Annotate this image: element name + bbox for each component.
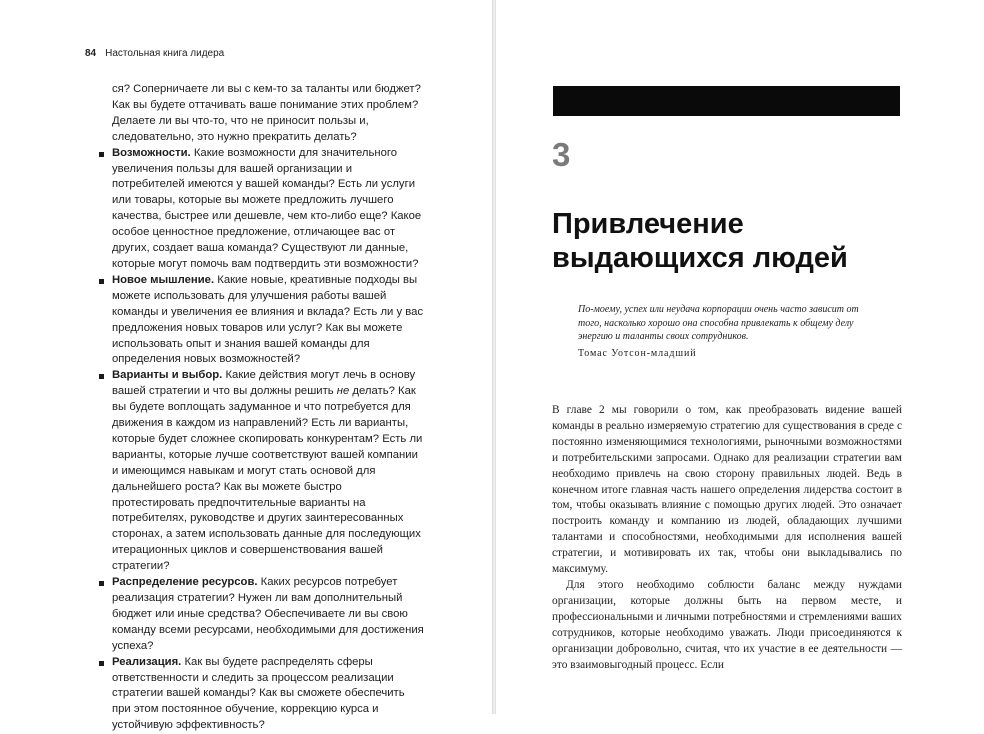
item-text: Как вы будете распределять сферы ответственности и следить за процессом реализации стратегии вашей команды? Как вы сможете обеспечить при этом постоянное обучение, коррекцию курса и устойчивую эффективность? [112, 655, 405, 732]
bullet-icon [99, 152, 104, 157]
item-text: делать? Как вы будете воплощать задуманное и что потребуется для движения в каждом из направлений? Есть ли варианты, которые будет сложнее скопировать конкурентам? Есть ли варианты, которые лучше соответствуют вашей компании и имеющимся навыкам и могут стать основой для дальнейшего роста? Как вы можете быстро протестировать предпочтительные варианты на потребителях, руководстве и других заинтересованных сторонах, а затем использовать данные для последующих итерационных циклов и совершенствования вашей стратегии? [112, 385, 423, 573]
item-text: Какие действия могут лечь в основу вашей стратегии и что вы должны решить [112, 369, 416, 398]
bullet-icon [99, 374, 104, 379]
bullet-icon [99, 661, 104, 666]
item-text: Каких ресурсов потребует реализация стратегии? Нужен ли вам дополнительный бюджет или иные средства? Обеспечиваете ли вы свою команду всеми ресурсами, необходимыми для достижения успеха? [112, 576, 424, 652]
book-title: Настольная книга лидера [105, 48, 225, 59]
page-number: 84 [85, 48, 97, 59]
list-item-implementation [85, 655, 425, 734]
chapter-title [552, 207, 848, 275]
bullet-icon [99, 581, 104, 586]
item-term: Распределение ресурсов. [112, 576, 258, 589]
item-text: Какие новые, креативные подходы вы можете использовать для улучшения работы вашей команды и увеличения ее влияния и вклада? Есть ли у вас предложения новых товаров или услуг? Как вы можете использовать опыт и знания вашей команды для определения новых возможностей? [112, 273, 424, 366]
intro-paragraph: ся? Соперничаете ли вы с кем-то за таланты или бюджет? Как вы будете оттачивать ваше понимание этих проблем? Делаете ли вы что-то, что не приносит пользы и, следовательно, это нужно прекратить делать? [112, 83, 421, 143]
list-item-new-thinking [85, 273, 425, 368]
left-page-text [85, 82, 425, 734]
epigraph-quote: По-моему, успех или неудача корпорации очень часто зависит от того, насколько хорошо она способна привлекать к общему делу энергию и таланты своих сотрудников. [578, 304, 859, 343]
item-term: Варианты и выбор. [112, 369, 223, 382]
list-item-options [85, 368, 425, 575]
running-head [85, 48, 224, 59]
chapter-title-line: выдающихся людей [552, 242, 848, 274]
body-paragraph: В главе 2 мы говорили о том, как преобразовать видение вашей команды в реально измеряемую стратегию для существования в среде с постоянно изменяющимися технологиями, рыночными возможностями и потребительскими запросами. Однако для реализации стратегии вам необходимо привлечь на свою сторону правильных людей. Ведь в конечном итоге главная часть нашего определения лидерства состоит в том, чтобы оказывать влияние с помощью других людей. Это означает построить команду и компанию из людей, обладающих лучшими талантами и способностями, необходимыми для исполнения вашей стратегии, и мотивировать их так, чтобы они выкладывались по максимуму. [552, 404, 902, 576]
chapter-header-bar [553, 86, 900, 116]
item-term: Реализация. [112, 655, 182, 668]
item-term: Новое мышление. [112, 273, 215, 286]
body-paragraph: Для этого необходимо соблюсти баланс между нуждами организации, которые должны быть на первом месте, и профессиональными и личными потребностями и стремлениями ваших сотрудников, которые необходимо уважать. Люди присоединяются к организации добровольно, считая, что их участие в ее деятельности — это взаимовыгодный процесс. Если [552, 578, 902, 671]
item-text: Какие возможности для значительного увеличения пользы для вашей организации и потребителей имеются у вашей команды? Есть ли услуги или товары, которые вы можете предложить лучшего качества, быстрее или дешевле, чем кто-либо еще? Какое особое ценностное предложение, отличающее вас от других, создает ваша команда? Существуют ли данные, которые могут помочь вам подтвердить эти возможности? [112, 146, 422, 270]
chapter-title-line: Привлечение [552, 208, 744, 240]
chapter-body [552, 403, 902, 673]
bullet-icon [99, 279, 104, 284]
chapter-number: 3 [552, 136, 571, 173]
epigraph-author: Томас Уотсон-младший [578, 348, 697, 359]
list-item-resources [85, 575, 425, 655]
item-term: Возможности. [112, 146, 191, 159]
item-text-emphasis: не [336, 385, 350, 398]
left-page [0, 0, 492, 732]
right-page [496, 0, 984, 714]
question-list [85, 146, 425, 734]
list-item-opportunities [85, 146, 425, 273]
